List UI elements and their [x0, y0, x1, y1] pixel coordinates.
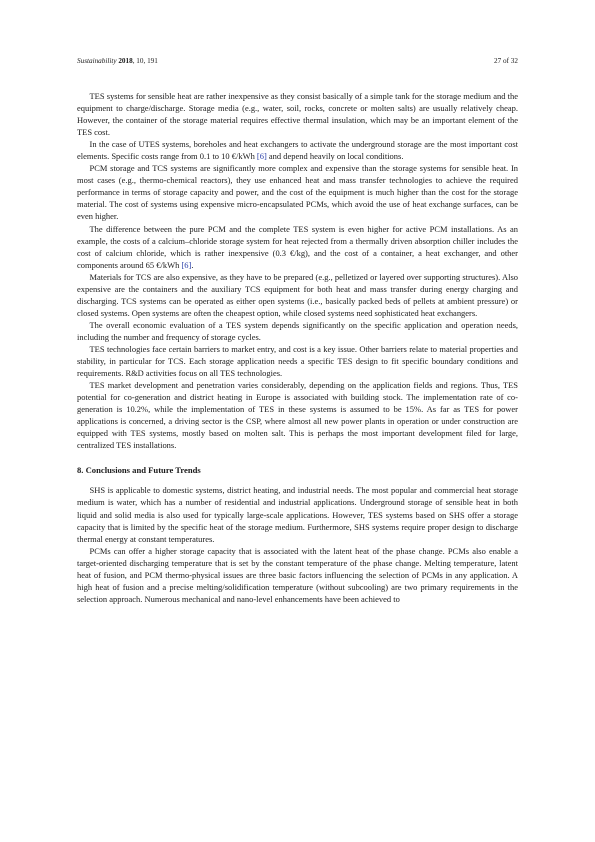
page-number: 27 of 32: [494, 57, 518, 65]
running-header: [77, 57, 518, 66]
body-paragraph: [77, 484, 518, 544]
body-content: [77, 90, 518, 605]
paragraph-text: TES market development and penetration varies considerably, depending on the application fields and regions. Thus, TES potential for co-generation and district heating in Europe is associated with building stock. The implementation rate of co-generation is 10.2%, while the implementation of TES in these systems is assumed to be 15%. As far as TES for power applications is concerned, a driving sector is the CSP, where almost all new power plants in operation or under construction are equipped with TES systems, mostly based on molten salt. This is perhaps the most important development filed for large, centralized TES installations.: [77, 380, 518, 451]
body-paragraph: [77, 343, 518, 379]
paragraph-text: The overall economic evaluation of a TES system depends significantly on the specific application and operation needs, including the number and frequency of storage cycles.: [77, 319, 518, 342]
body-paragraph: [77, 379, 518, 451]
paragraph-text-tail: .: [191, 259, 194, 270]
body-paragraph: [77, 223, 518, 271]
paragraph-text: In the case of UTES systems, boreholes and heat exchangers to activate the underground storage are the most important cost elements. Specific costs range from 0.1 to 10 €/kWh: [77, 139, 518, 162]
journal-name: Sustainability: [77, 57, 117, 65]
body-paragraph: [77, 545, 518, 605]
paragraph-text: TES technologies face certain barriers to market entry, and cost is a key issue. Other barriers relate to material properties and stability, in particular for TCS. Each storage application needs a specific TES design to fit specific boundary conditions and requirements. R&D activities focus on all TES technologies.: [77, 343, 518, 379]
paragraph-text: TES systems for sensible heat are rather inexpensive as they consist basically of a simple tank for the storage medium and the equipment to charge/discharge. Storage media (e.g., water, soil, rocks, concrete or molten salts) are usually relatively cheap. However, the container of the storage material requires effective thermal insulation, which may be an important element of the TES cost.: [77, 91, 518, 138]
paragraphs-before-section: [77, 90, 518, 451]
paragraph-text: The difference between the pure PCM and the complete TES system is even higher for active PCM installations. As an example, the costs of a calcium–chloride storage system for heat rejected from a thermally driven absorption chiller includes the cost of calcium chloride, which is rather inexpensive (0.3 €/kg), and the cost of a container, a heat exchanger, and other components around 65 €/kWh: [77, 223, 518, 270]
paragraph-text-tail: and depend heavily on local conditions.: [266, 151, 404, 162]
paragraph-text: Materials for TCS are also expensive, as they have to be prepared (e.g., pelletized or layered over supporting structures). Also expensive are the containers and the auxiliary TCS equipment for both heat and mass transfer during energy charging and discharging. TCS systems can be operated as either open systems (i.e., basically packed beds of pellets at ambient pressure) or closed systems. Open systems are often the cheapest option, while closed systems need sophisticated heat exchangers.: [77, 271, 518, 318]
paragraph-text: SHS is applicable to domestic systems, district heating, and industrial needs. The most popular and commercial heat storage medium is water, which has a number of residential and industrial applications. Underground storage of sensible heat in both liquid and solid media is also used for typically large-scale applications. However, TES systems based on SHS offer a storage capacity that is limited by the specific heat of the storage medium. Furthermore, SHS systems require proper design to discharge thermal energy at constant temperatures.: [77, 485, 518, 544]
section-heading: 8. Conclusions and Future Trends: [77, 465, 201, 476]
body-paragraph: [77, 271, 518, 319]
body-paragraph: [77, 138, 518, 162]
citation-link[interactable]: [6]: [181, 259, 192, 270]
paragraph-text: PCMs can offer a higher storage capacity that is associated with the latent heat of the phase change. PCMs also enable a target-oriented discharging temperature that is set by the constant temperature of the phase change. Melting temperature, latent heat of fusion, and PCM thermo-physical issues are three basic factors influencing the selection of PCMs in any application. A high heat of fusion and a precise melting/solidification temperature (without subcooling) are two primary requirements in the selection approach. Numerous mechanical and nano-level enhancements have been achieved to: [77, 545, 518, 604]
journal-volume-issue: , 10, 191: [132, 57, 158, 65]
paragraphs-after-section: [77, 484, 518, 604]
citation-link[interactable]: [6]: [256, 151, 267, 162]
body-paragraph: [77, 319, 518, 343]
journal-year: 2018: [118, 57, 133, 65]
body-paragraph: [77, 90, 518, 138]
paragraph-text: PCM storage and TCS systems are significantly more complex and expensive than the storage systems for sensible heat. In most cases (e.g., thermo-chemical reactors), they use enhanced heat and mass transfer technologies to achieve the required performance in terms of storage capacity and power, and the cost of the equipment is much higher than the cost for the storage material. The cost of systems using expensive micro-encapsulated PCMs, which avoid the use of heat exchange surfaces, can be even higher.: [77, 163, 518, 222]
body-paragraph: [77, 162, 518, 222]
